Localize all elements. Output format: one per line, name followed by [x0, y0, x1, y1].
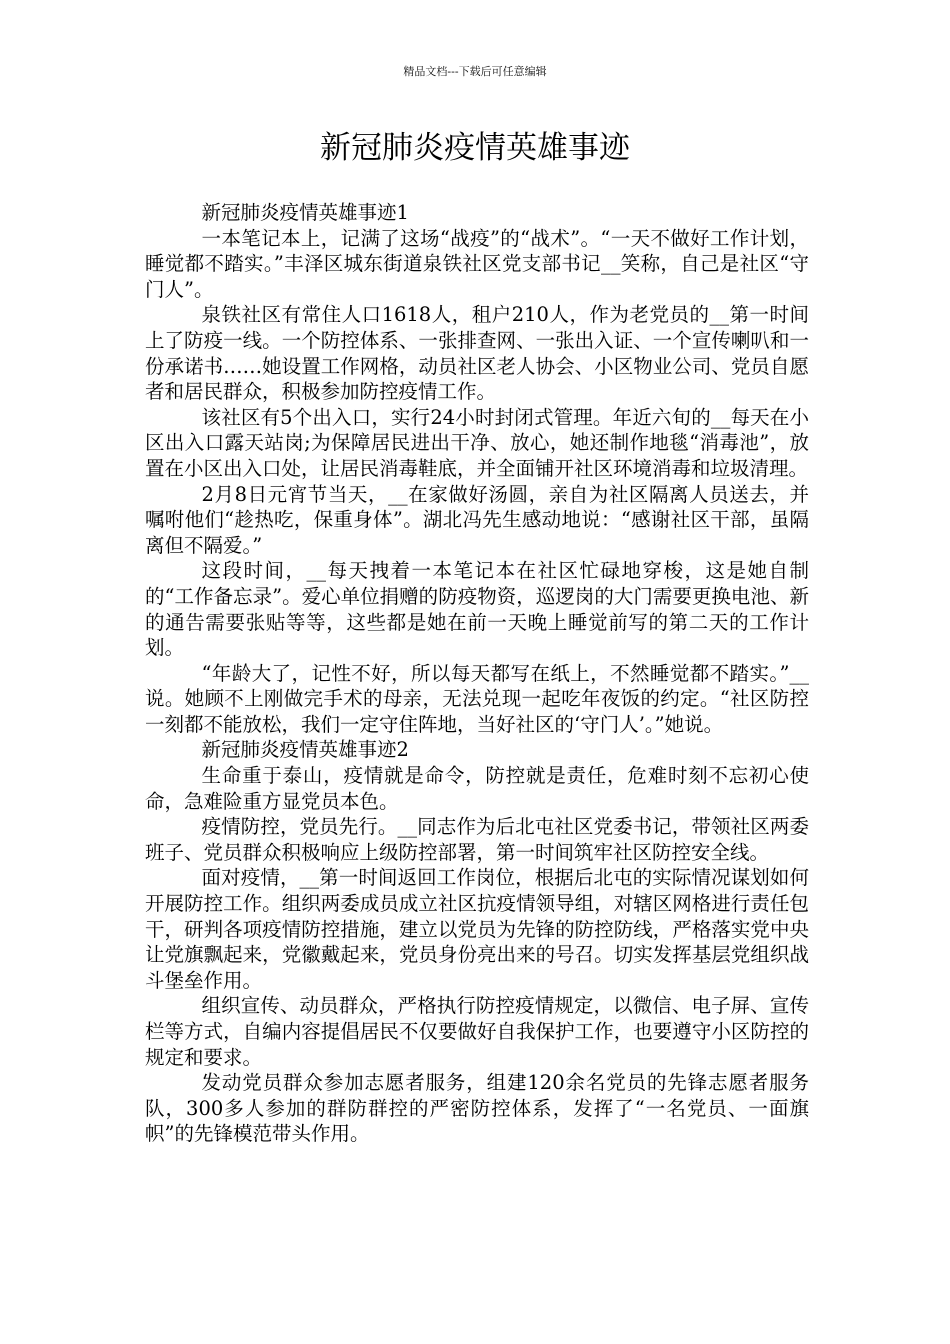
paragraph: 发动党员群众参加志愿者服务，组建120余名党员的先锋志愿者服务队，300多人参加的群防群控的严密防控体系，发挥了“一名党员、一面旗帜”的先锋模范带头作用。 [145, 1071, 809, 1146]
section-heading-1: 新冠肺炎疫情英雄事迹1 [201, 201, 409, 224]
paragraph: 该社区有5个出入口，实行24小时封闭式管理。年近六旬的__每天在小区出入口露天站岗;为保障居民进出干净、放心，她还制作地毯“消毒池”，放置在小区出入口处，让居民消毒鞋底，并全面铺开社区环境消毒和垃圾清理。 [145, 405, 809, 480]
header-note: 精品文档---下载后可任意编辑 [403, 65, 547, 78]
paragraph: 组织宣传、动员群众，严格执行防控疫情规定，以微信、电子屏、宣传栏等方式，自编内容提倡居民不仅要做好自我保护工作，也要遵守小区防控的规定和要求。 [145, 994, 809, 1069]
paragraph: 一本笔记本上，记满了这场“战疫”的“战术”。“一天不做好工作计划，睡觉都不踏实。”丰泽区城东街道泉铁社区党支部书记__笑称，自己是社区“守门人”。 [145, 226, 809, 301]
section-heading-2: 新冠肺炎疫情英雄事迹2 [201, 738, 409, 762]
document-body [145, 200, 809, 1147]
paragraph: 泉铁社区有常住人口1618人，租户210人，作为老党员的__第一时间上了防疫一线。一个防控体系、一张排查网、一张出入证、一个宣传喇叭和一份承诺书……她设置工作网格，动员社区老人协会、小区物业公司、党员自愿者和居民群众，积极参加防控疫情工作。 [145, 303, 809, 404]
paragraph: 面对疫情，__第一时间返回工作岗位，根据后北屯的实际情况谋划如何开展防控工作。组织两委成员成立社区抗疫情领导组，对辖区网格进行责任包干，研判各项疫情防控措施，建立以党员为先锋的防控防线，严格落实党中央让党旗飘起来，党徽戴起来，党员身份亮出来的号召。切实发挥基层党组织战斗堡垒作用。 [145, 866, 809, 992]
paragraph: 2月8日元宵节当天，__在家做好汤圆，亲自为社区隔离人员送去，并嘱咐他们“趁热吃，保重身体”。湖北冯先生感动地说：“感谢社区干部，虽隔离但不隔爱。” [145, 482, 809, 557]
paragraph: “年龄大了，记性不好，所以每天都写在纸上，不然睡觉都不踏实。”__说。她顾不上刚做完手术的母亲，无法兑现一起吃年夜饭的约定。“社区防控一刻都不能放松，我们一定守住阵地，当好社区的‘守门人’。”她说。 [145, 661, 809, 736]
paragraph: 这段时间，__每天拽着一本笔记本在社区忙碌地穿梭，这是她自制的“工作备忘录”。爱心单位捐赠的防疫物资，巡逻岗的大门需要更换电池、新的通告需要张贴等等，这些都是她在前一天晚上睡觉前写的第二天的工作计划。 [145, 559, 809, 660]
paragraph: 疫情防控，党员先行。__同志作为后北屯社区党委书记，带领社区两委班子、党员群众积极响应上级防控部署，第一时间筑牢社区防控安全线。 [145, 815, 809, 864]
document-title: 新冠肺炎疫情英雄事迹 [320, 130, 630, 166]
paragraph: 生命重于泰山，疫情就是命令，防控就是责任，危难时刻不忘初心使命，急难险重方显党员本色。 [145, 764, 809, 813]
